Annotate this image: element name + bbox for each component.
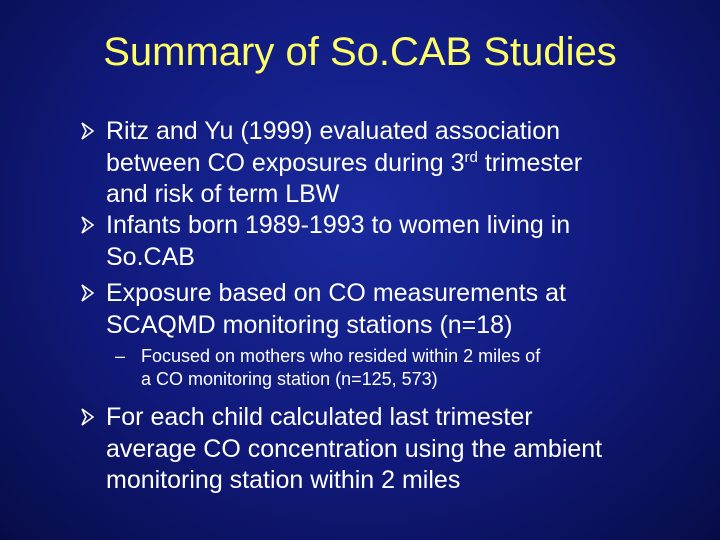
- bullet-text: [106, 116, 686, 211]
- arrowhead-bullet-icon: [80, 408, 94, 426]
- bullet-text: [106, 210, 686, 273]
- sub-bullet-line: a CO monitoring station (n=125, 573): [141, 368, 438, 389]
- arrowhead-bullet-icon: [80, 216, 94, 234]
- ordinal-superscript: rd: [464, 148, 478, 166]
- bullet-line-part: trimester: [477, 148, 583, 177]
- bullet-line: Exposure based on CO measurements at: [106, 279, 566, 307]
- dash-marker: –: [115, 346, 126, 366]
- bullet-line: Ritz and Yu (1999) evaluated association: [106, 117, 561, 145]
- sub-bullet-line: Focused on mothers who resided within 2 miles of: [141, 346, 541, 366]
- bullet-line: and risk of term LBW: [106, 180, 340, 208]
- bullet-line: average CO concentration using the ambient: [106, 434, 603, 463]
- bullet-line: Infants born 1989-1993 to women living in: [106, 211, 571, 239]
- arrowhead-bullet-icon: [80, 122, 94, 140]
- bullet-line: SCAQMD monitoring stations (n=18): [106, 310, 513, 339]
- bullet-line-part: between CO exposures during 3: [106, 148, 465, 177]
- bullet-line: monitoring station within 2 miles: [106, 466, 461, 494]
- sub-bullet-text: [141, 345, 540, 390]
- bullet-text: [106, 278, 686, 341]
- bullet-line: So.CAB: [106, 242, 195, 271]
- slide-title: Summary of So.CAB Studies: [103, 30, 617, 74]
- bullet-line: For each child calculated last trimester: [106, 403, 533, 431]
- arrowhead-bullet-icon: [80, 284, 94, 302]
- bullet-text: [106, 402, 686, 497]
- bullet-line: [106, 148, 686, 180]
